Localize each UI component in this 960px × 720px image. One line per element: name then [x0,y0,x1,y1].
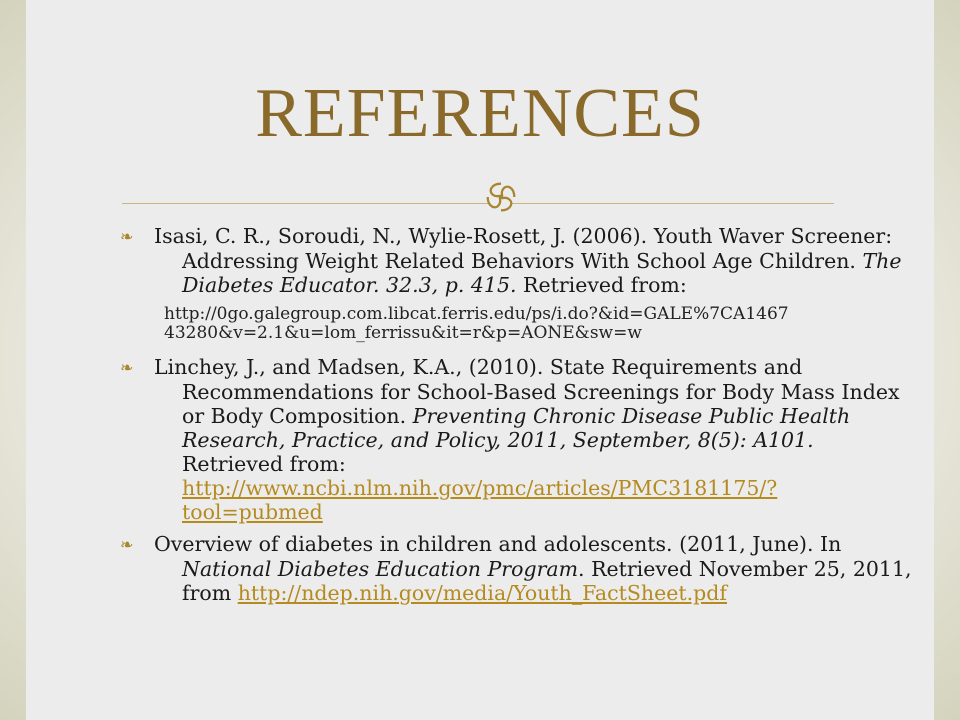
reference-source: The Diabetes Educator. 32.3, p. 415. [182,249,902,297]
reference-item-2 [86,355,916,524]
ornament-bullet-icon: ❧ [120,358,134,377]
ornament-bullet-icon: ❧ [120,535,134,554]
title-divider-left [122,203,488,204]
reference-source: Preventing Chronic Disease Public Health Research, Practice, and Policy, 2011, September, 8(5): A101. [182,404,851,452]
reference-text-suffix: Retrieved from: [516,273,687,297]
reference-source: National Diabetes Education Program [182,557,579,581]
reference-text-suffix: . Retrieved November 25, 2011, from [182,557,912,605]
page-title: REFERENCES [255,75,705,152]
ornament-bullet-icon: ❧ [120,227,134,246]
reference-text: Overview of diabetes in children and adolescents. (2011, June). In [154,532,842,556]
reference-text-suffix: Retrieved from: [182,452,346,476]
reference-text: Isasi, C. R., Soroudi, N., Wylie-Rosett, J. (2006). Youth Waver Screener: Addressing Weight Related Behaviors With School Age Children. [154,224,893,273]
reference-text: Linchey, J., and Madsen, K.A., (2010). State Requirements and Recommendations for School-Based Screenings for Body Mass Index or Body Composition. [154,355,900,428]
reference-item-1 [86,224,916,297]
reference-link[interactable]: http://www.ncbi.nlm.nih.gov/pmc/articles/PMC3181175/?tool=pubmed [182,476,778,524]
title-divider-right [512,203,834,204]
reference-url: http://0go.galegroup.com.libcat.ferris.edu/ps/i.do?&id=GALE%7CA1467 43280&v=2.1&u=lom_ferrissu&it=r&p=AONE&sw=w [164,304,789,343]
reference-link[interactable]: http://ndep.nih.gov/media/Youth_FactSheet.pdf [237,581,727,605]
references-list [86,224,916,613]
reference-item-3 [86,532,916,605]
ornament-divider-icon [482,178,520,216]
